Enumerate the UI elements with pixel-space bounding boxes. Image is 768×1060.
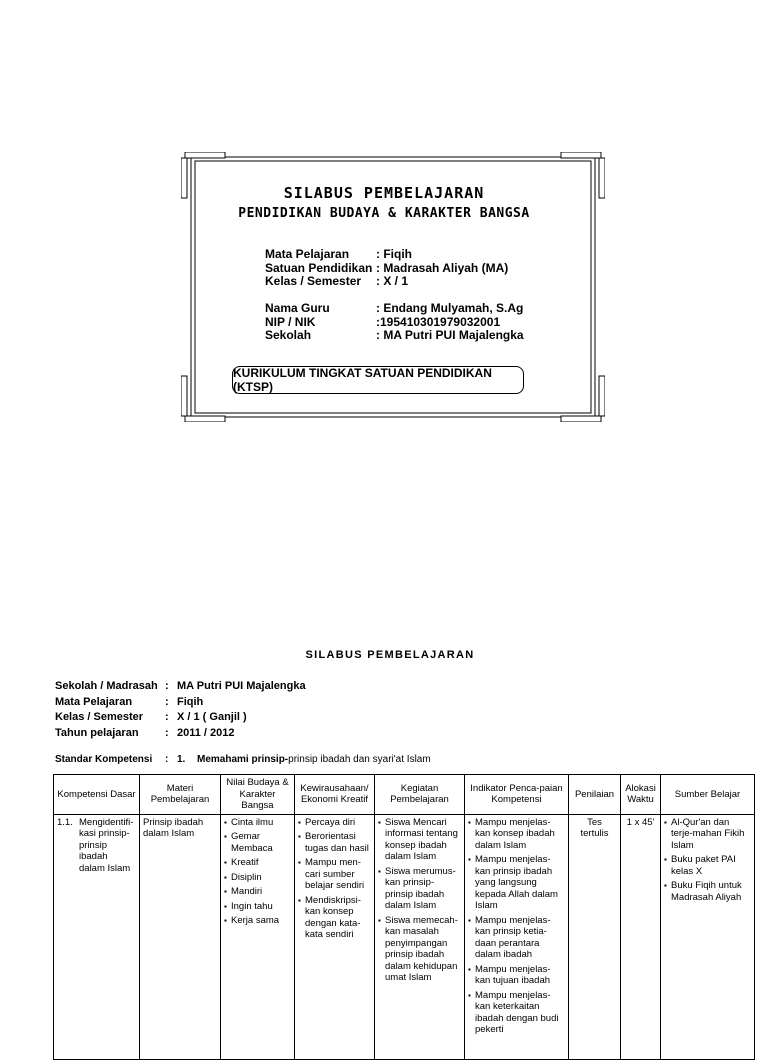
list-item: ▪ Siswa memecah-kan masalah penyimpangan prinsip ibadah dalam kehidupan umat Islam xyxy=(378,915,461,984)
info-row xyxy=(265,329,524,343)
meta-label: Sekolah / Madrasah xyxy=(55,680,158,692)
cell-alokasi: 1 x 45' xyxy=(621,814,661,1059)
silabus-meta xyxy=(55,679,306,741)
list-item: ▪ Mandiri xyxy=(224,886,291,898)
header-materi: Materi Pembelajaran xyxy=(140,775,221,815)
info-row xyxy=(265,262,508,276)
list-item: ▪ Kerja sama xyxy=(224,915,291,927)
cover-subtitle: PENDIDIKAN BUDAYA & KARAKTER BANGSA xyxy=(238,206,530,221)
list-item: ▪ Mampu men-cari sumber belajar sendiri xyxy=(298,857,371,892)
meta-value: Fiqih xyxy=(177,695,204,708)
list-item: ▪ Mampu menjelas-kan konsep ibadah dalam Islam xyxy=(468,817,565,852)
info-value: : Madrasah Aliyah (MA) xyxy=(376,260,509,275)
meta-label: Mata Pelajaran xyxy=(55,695,133,708)
info-label: Nama Guru xyxy=(265,301,330,315)
header-sumber: Sumber Belajar xyxy=(661,775,755,815)
cell-materi: Prinsip ibadah dalam Islam xyxy=(140,814,221,1059)
cell-kompetensi-dasar xyxy=(54,814,140,1059)
info-label: NIP / NIK xyxy=(265,314,316,329)
list-item: ▪ Mampu menjelas-kan prinsip ibadah yang langsung kepada Allah dalam Islam xyxy=(468,854,565,912)
list-item: ▪ Buku paket PAI kelas X xyxy=(664,854,751,877)
cell-kewirausahaan xyxy=(295,814,375,1059)
info-value: :195410301979032001 xyxy=(376,314,501,329)
meta-value: X / 1 ( Ganjil ) xyxy=(177,711,247,723)
list-item: ▪ Siswa merumus-kan prinsip-prinsip ibadah dalam Islam xyxy=(378,866,461,912)
list-item: ▪ Percaya diri xyxy=(298,817,371,829)
meta-label: Kelas / Semester xyxy=(55,711,144,723)
info-row xyxy=(265,275,508,289)
table-row xyxy=(54,814,755,1059)
cover-info-group-2 xyxy=(265,302,524,343)
sk-rest: prinsip ibadah dan syari'at Islam xyxy=(288,754,431,765)
info-value: : MA Putri PUI Majalengka xyxy=(376,328,524,342)
cover-info-group-1 xyxy=(265,248,508,289)
list-item: ▪ Al-Qur'an dan terje-mahan Fikih Islam xyxy=(664,817,751,852)
info-label: Mata Pelajaran xyxy=(265,247,350,261)
info-value: : Endang Mulyamah, S.Ag xyxy=(376,301,524,315)
info-value: : X / 1 xyxy=(376,274,409,288)
meta-label: Tahun pelajaran xyxy=(55,726,139,739)
meta-row: Tahun pelajaran : 2011 / 2012 xyxy=(55,726,306,742)
meta-value: MA Putri PUI Majalengka xyxy=(177,680,306,692)
cell-kegiatan xyxy=(375,814,465,1059)
sk-number: 1. xyxy=(177,754,186,765)
table-header-row xyxy=(54,775,755,815)
cell-sumber xyxy=(661,814,755,1059)
silabus-table xyxy=(53,774,755,1060)
header-nilai: Nilai Budaya & Karakter Bangsa xyxy=(221,775,295,815)
cell-indikator xyxy=(465,814,569,1059)
list-item: ▪ Disiplin xyxy=(224,872,291,884)
cell-nilai xyxy=(221,814,295,1059)
header-penilaian: Penilaian xyxy=(569,775,621,815)
info-label: Kelas / Semester xyxy=(265,274,362,288)
meta-value: 2011 / 2012 xyxy=(177,726,235,739)
kd-number: 1.1. xyxy=(57,816,73,828)
list-item: ▪ Mampu menjelas-kan prinsip ketia-daan perantara dalam ibadah xyxy=(468,915,565,961)
sk-lead: Memahami prinsip- xyxy=(197,754,289,765)
list-item: ▪ Mampu menjelas-kan tujuan ibadah xyxy=(468,964,565,987)
meta-row: Sekolah / Madrasah : MA Putri PUI Majalengka xyxy=(55,679,306,695)
info-value: : Fiqih xyxy=(376,247,412,261)
header-kewirausahaan: Kewirausahaan/ Ekonomi Kreatif xyxy=(295,775,375,815)
list-item: ▪ Buku Fiqih untuk Madrasah Aliyah xyxy=(664,880,751,903)
sk-label: Standar Kompetensi xyxy=(55,754,153,765)
info-label: Satuan Pendidikan xyxy=(265,260,373,275)
info-row xyxy=(265,316,524,330)
list-item: ▪ Siswa Mencari informasi tentang konsep ibadah dalam Islam xyxy=(378,817,461,863)
list-item: ▪ Mampu menjelas-kan keterkaitan ibadah dengan budi pekerti xyxy=(468,990,565,1036)
header-kegiatan: Kegiatan Pembelajaran xyxy=(375,775,465,815)
info-row xyxy=(265,248,508,262)
header-indikator: Indikator Penca-paian Kompetensi xyxy=(465,775,569,815)
list-item: ▪ Berorientasi tugas dan hasil xyxy=(298,831,371,854)
cover-title: SILABUS PEMBELAJARAN xyxy=(283,184,485,202)
meta-row: Kelas / Semester : X / 1 ( Ganjil ) xyxy=(55,710,306,726)
header-kompetensi-dasar: Kompetensi Dasar xyxy=(54,775,140,815)
silabus-title: SILABUS PEMBELAJARAN xyxy=(305,649,475,661)
list-item: ▪ Ingin tahu xyxy=(224,901,291,913)
kd-text: Mengidentifi-kasi prinsip-prinsip ibadah dalam Islam xyxy=(79,816,134,874)
list-item: ▪ Kreatif xyxy=(224,857,291,869)
info-label: Sekolah xyxy=(265,328,312,342)
list-item: ▪ Gemar Membaca xyxy=(224,831,291,854)
header-alokasi: Alokasi Waktu xyxy=(621,775,661,815)
curriculum-box: KURIKULUM TINGKAT SATUAN PENDIDIKAN (KTSP) xyxy=(232,366,524,394)
standar-kompetensi: Standar Kompetensi : 1. Memahami prinsip- prinsip ibadah dan syari'at Islam xyxy=(55,754,431,765)
meta-row: Mata Pelajaran : Fiqih xyxy=(55,695,306,711)
info-row xyxy=(265,302,524,316)
list-item: ▪ Cinta ilmu xyxy=(224,817,291,829)
list-item: ▪ Mendiskripsi-kan konsep dengan kata-kata sendiri xyxy=(298,895,371,941)
cell-penilaian: Tes tertulis xyxy=(569,814,621,1059)
